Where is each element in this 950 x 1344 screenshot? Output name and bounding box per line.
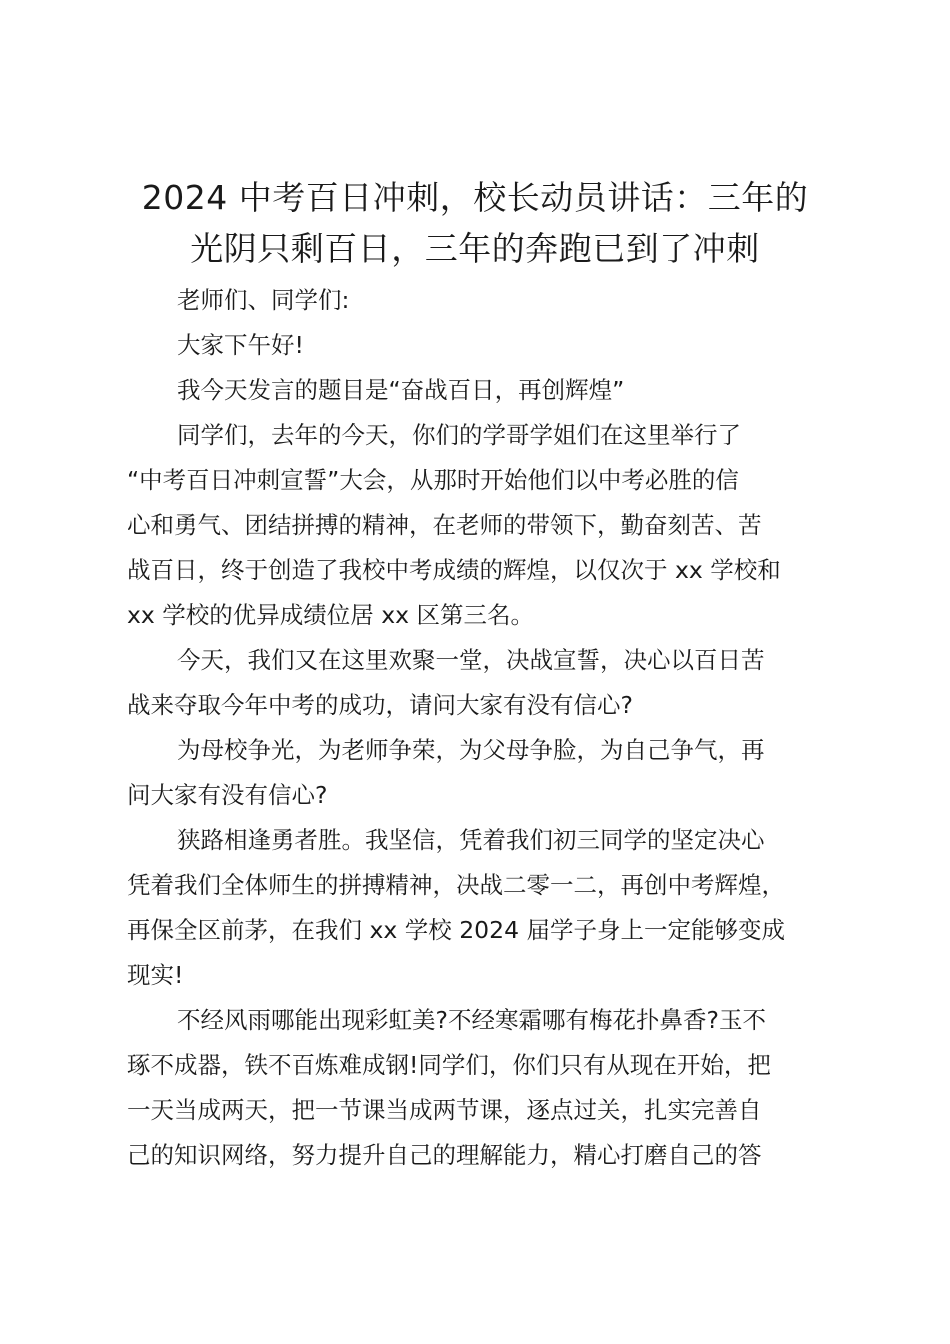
paragraph-line: 战来夺取今年中考的成功，请问大家有没有信心?: [127, 691, 633, 719]
paragraph-line: 同学们，去年的今天，你们的学哥学姐们在这里举行了: [177, 421, 741, 449]
title-line-1: 2024 中考百日冲刺，校长动员讲话：三年的: [141, 178, 809, 217]
paragraph-line: 心和勇气、团结拼搏的精神，在老师的带领下，勤奋刻苦、苦: [127, 511, 762, 539]
paragraph-line: 凭着我们全体师生的拼搏精神，决战二零一二，再创中考辉煌，: [127, 871, 785, 899]
title-line-2: 光阴只剩百日，三年的奔跑已到了冲刺: [190, 229, 760, 268]
paragraph-line: 己的知识网络，努力提升自己的理解能力，精心打磨自己的答: [127, 1141, 762, 1169]
paragraph-line: xx 学校的优异成绩位居 xx 区第三名。: [127, 601, 535, 629]
paragraph-line: 现实!: [127, 961, 184, 989]
paragraph-line: 战百日，终于创造了我校中考成绩的辉煌，以仅次于 xx 学校和: [127, 556, 781, 584]
greeting: 大家下午好!: [177, 331, 304, 359]
paragraph-line: “中考百日冲刺宣誓”大会，从那时开始他们以中考必胜的信: [127, 466, 739, 494]
document-title: [100, 172, 850, 274]
paragraph-line: 今天，我们又在这里欢聚一堂，决战宣誓，决心以百日苦: [177, 646, 765, 674]
paragraph-line: 再保全区前茅，在我们 xx 学校 2024 届学子身上一定能够变成: [127, 916, 785, 944]
paragraph-line: 琢不成器，铁不百炼难成钢!同学们，你们只有从现在开始，把: [127, 1051, 771, 1079]
paragraph-line: 问大家有没有信心?: [127, 781, 328, 809]
paragraph-line: 不经风雨哪能出现彩虹美?不经寒霜哪有梅花扑鼻香?玉不: [177, 1006, 766, 1034]
document-body: [127, 278, 839, 1178]
paragraph-line: 一天当成两天，把一节课当成两节课，逐点过关，扎实完善自: [127, 1096, 762, 1124]
salutation: 老师们、同学们:: [177, 286, 350, 314]
speech-topic: 我今天发言的题目是“奋战百日，再创辉煌”: [177, 376, 625, 404]
paragraph-line: 狭路相逢勇者胜。我坚信，凭着我们初三同学的坚定决心: [177, 826, 765, 854]
paragraph-line: 为母校争光，为老师争荣，为父母争脸，为自己争气，再: [177, 736, 765, 764]
